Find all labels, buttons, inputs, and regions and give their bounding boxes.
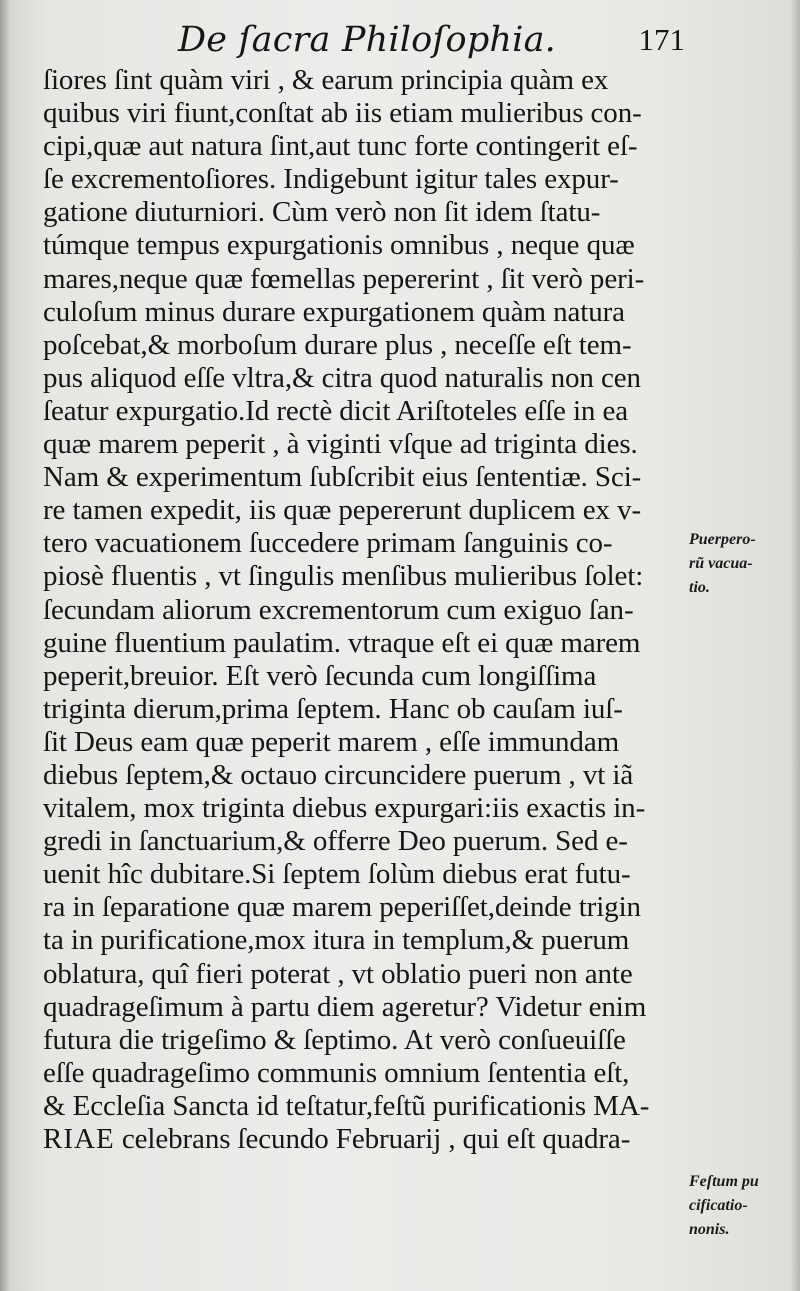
text-line: futura die trigeſimo & ſeptimo. At verò conſueuiſſe: [43, 1023, 626, 1056]
text-line: eſſe quadrageſimo communis omnium ſententia eſt,: [43, 1056, 630, 1089]
text-line: guine fluentium paulatim. vtraque eſt ei quæ marem: [43, 626, 641, 659]
text-line: mares,neque quæ fœmellas pepererint , ſit verò peri-: [43, 262, 645, 295]
text-line: Nam & experimentum ſubſcribit eius ſententiæ. Sci-: [43, 461, 642, 494]
text-line: quibus viri fiunt,conſtat ab iis etiam mulieribus con-: [43, 97, 642, 130]
text-line: triginta dierum,prima ſeptem. Hanc ob cauſam iuſ-: [43, 692, 623, 725]
text-line: ta in purificatione,mox itura in templum,& puerum: [43, 924, 630, 957]
text-line: gatione diuturniori. Cùm verò non ſit idem ſtatu-: [43, 196, 601, 229]
margin-note-line: Feſtum pu: [689, 1173, 759, 1190]
page-number: 171: [638, 22, 685, 57]
text-line: túmque tempus expurgationis omnibus , neque quæ: [43, 229, 635, 262]
scan-right-edge: [790, 0, 800, 1291]
text-line: ra in ſeparatione quæ marem peperiſſet,deinde trigin: [43, 891, 641, 924]
body-text: [43, 64, 681, 1156]
text-line: quæ marem peperit , à viginti vſque ad triginta dies.: [43, 428, 638, 461]
text-line: & Eccleſia Sancta id teſtatur,feſtũ purificationis MA-: [43, 1089, 650, 1122]
margin-note-puerperorum: [689, 528, 756, 600]
text-line: ſiores ſint quàm viri , & earum principia quàm ex: [43, 64, 609, 96]
text-line: gredi in ſanctuarium,& offerre Deo puerum. Sed e-: [43, 825, 628, 858]
margin-note-line: Puerpero-: [689, 531, 756, 548]
margin-note-line: rũ vacua-: [689, 555, 753, 572]
text-line: tero vacuationem ſuccedere primam ſanguinis co-: [43, 527, 613, 560]
text-line: uenit hîc dubitare.Si ſeptem ſolùm diebus erat futu-: [43, 858, 631, 891]
text-line: ſecundam aliorum excrementorum cum exiguo ſan-: [43, 593, 634, 626]
text-line: oblatura, quî fieri poterat , vt oblatio pueri non ante: [43, 957, 633, 990]
text-line: ſe excrementoſiores. Indigebunt igitur tales expur-: [43, 163, 619, 196]
text-line: pus aliquod eſſe vltra,& citra quod naturalis non cen: [43, 361, 641, 394]
margin-note-festum: [689, 1170, 759, 1242]
text-line: re tamen expedit, iis quæ pepererunt duplicem ex v-: [43, 494, 642, 527]
text-line: vitalem, mox triginta diebus expurgari:iis exactis in-: [43, 792, 646, 825]
text-line: diebus ſeptem,& octauo circuncidere puerum , vt iã: [43, 758, 634, 791]
text-line: piosè fluentis , vt ſingulis menſibus mulieribus ſolet:: [43, 560, 644, 593]
text-line: poſcebat,& morboſum durare plus , neceſſe eſt tem-: [43, 328, 632, 361]
text-line: culoſum minus durare expurgationem quàm natura: [43, 295, 625, 328]
text-line: peperit,breuior. Eſt verò ſecunda cum longiſſima: [43, 659, 597, 692]
scan-left-edge: [0, 0, 10, 1291]
margin-note-line: cificatio-: [689, 1197, 748, 1214]
running-title: De ſacra Philoſophia.: [178, 20, 556, 60]
margin-note-line: nonis.: [689, 1221, 730, 1238]
last-line-rest: celebrans ſecundo Februarij , qui eſt quadra-: [114, 1123, 631, 1155]
text-line: quadrageſimum à partu diem ageretur? Videtur enim: [43, 990, 647, 1023]
small-caps-name: RIAE: [43, 1123, 115, 1155]
text-line: cipi,quæ aut natura ſint,aut tunc forte contingerit eſ-: [43, 130, 638, 163]
margin-note-line: tio.: [689, 579, 710, 596]
text-line: ſeatur expurgatio.Id rectè dicit Ariſtoteles eſſe in ea: [43, 394, 629, 427]
text-line-last: [43, 1123, 681, 1156]
text-line: ſit Deus eam quæ peperit marem , eſſe immundam: [43, 725, 620, 758]
page-header: [170, 18, 690, 66]
